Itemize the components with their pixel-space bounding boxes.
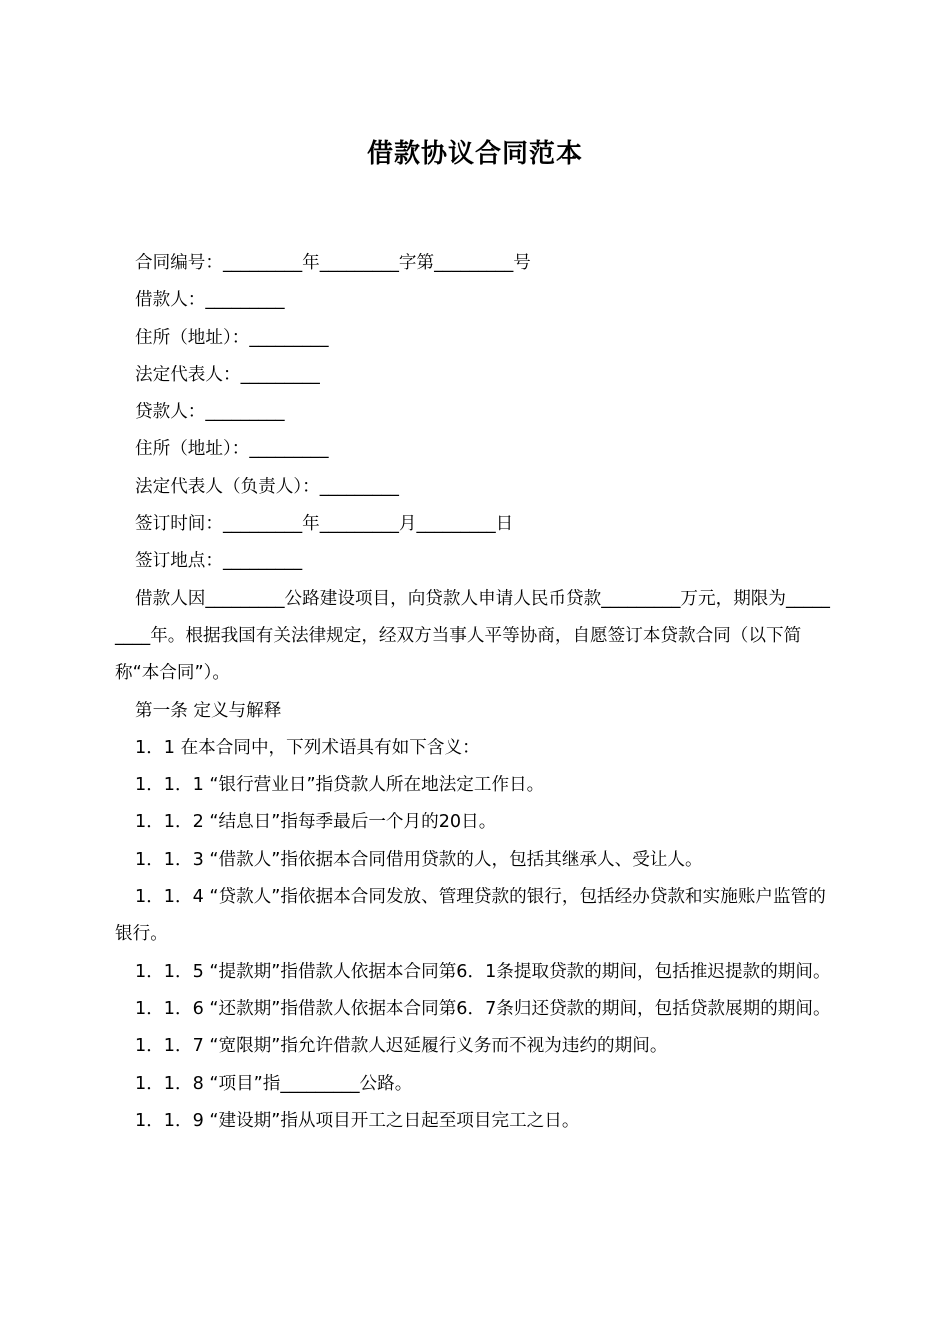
signing-date-line: 签订时间：_________年_________月_________日 <box>135 514 514 535</box>
preamble-paragraph: 借款人因_________公路建设项目，向贷款人申请人民币贷款_________万元，期限为_________年。根据我国有关法律规定，经双方当事人平等协商，自愿签订本贷款合同（以下简称“本合同”）。 <box>115 588 830 684</box>
clause-1-1-1: 1．1．1 “银行营业日”指贷款人所在地法定工作日。 <box>135 775 545 796</box>
clause-1-1-2: 1．1．2 “结息日”指每季最后一个月的20日。 <box>135 812 497 833</box>
contract-number-line: 合同编号：_________年_________字第_________号 <box>135 253 531 273</box>
clause-1-1-7: 1．1．7 “宽限期”指允许借款人迟延履行义务而不视为违约的期间。 <box>135 1036 668 1057</box>
borrower-address-line: 住所（地址）：_________ <box>135 327 329 348</box>
borrower-line: 借款人：_________ <box>135 290 285 311</box>
clause-1-1-3: 1．1．3 “借款人”指依据本合同借用贷款的人，包括其继承人、受让人。 <box>135 849 703 870</box>
clause-1-1-4: 1．1．4 “贷款人”指依据本合同发放、管理贷款的银行，包括经办贷款和实施账户监管的银行。 <box>115 887 826 945</box>
lender-line: 贷款人：_________ <box>135 402 285 423</box>
lender-address-line: 住所（地址）：_________ <box>135 439 329 460</box>
clause-1-1: 1．1 在本合同中，下列术语具有如下含义： <box>135 737 480 758</box>
article-heading: 第一条 定义与解释 <box>135 700 282 721</box>
clause-1-1-5: 1．1．5 “提款期”指借款人依据本合同第6．1条提取贷款的期间，包括推迟提款的期间。 <box>135 961 831 982</box>
clause-1-1-8: 1．1．8 “项目”指_________公路。 <box>135 1073 413 1094</box>
document-title: 借款协议合同范本 <box>366 139 583 169</box>
borrower-legal-representative-line: 法定代表人：_________ <box>135 364 320 385</box>
signing-place-line: 签订地点：_________ <box>135 551 303 572</box>
clause-1-1-6: 1．1．6 “还款期”指借款人依据本合同第6．7条归还贷款的期间，包括贷款展期的期间。 <box>135 998 831 1019</box>
document-body <box>115 245 837 1140</box>
clause-1-1-9: 1．1．9 “建设期”指从项目开工之日起至项目完工之日。 <box>135 1110 580 1131</box>
lender-legal-representative-line: 法定代表人（负责人）：_________ <box>135 476 399 497</box>
